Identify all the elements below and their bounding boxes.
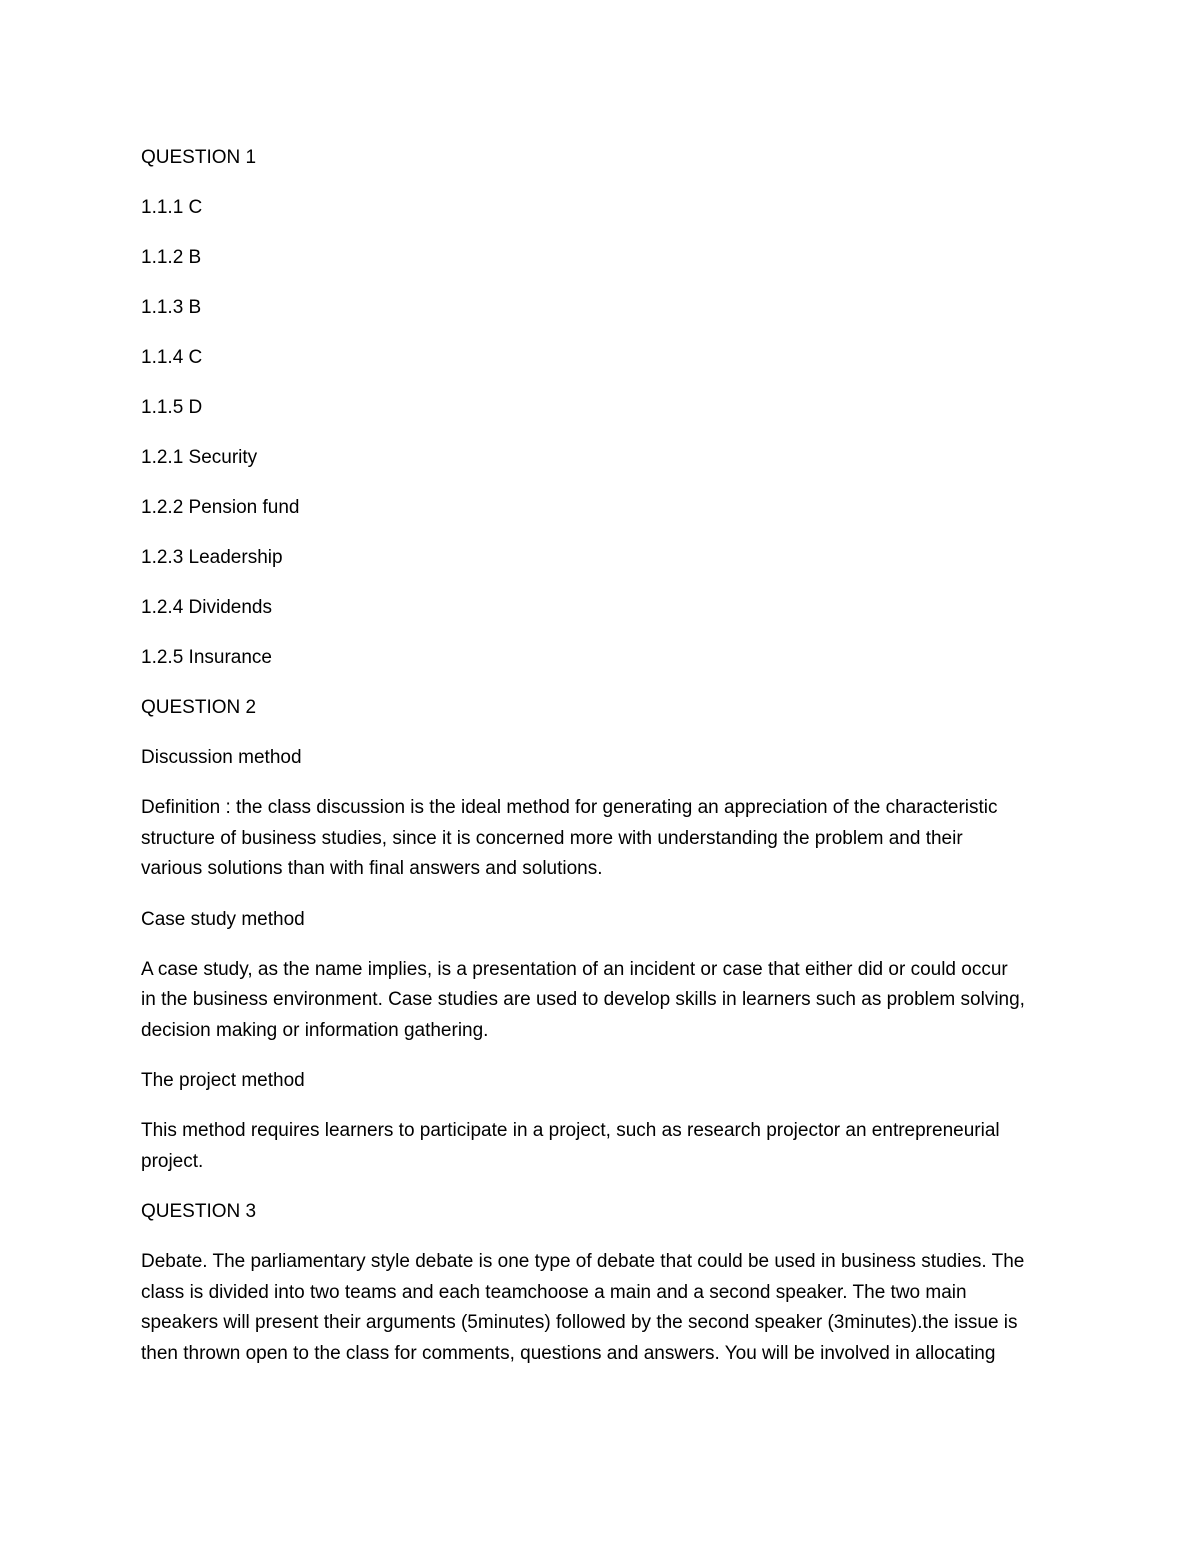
- question-2-heading: QUESTION 2: [141, 697, 257, 718]
- case-study-method-paragraph: [141, 955, 1061, 1047]
- answer-1-2-2: 1.2.2 Pension fund: [141, 497, 300, 518]
- answer-1-2-3: 1.2.3 Leadership: [141, 547, 283, 568]
- case-study-method-title: Case study method: [141, 908, 305, 930]
- debate-paragraph: [141, 1247, 1061, 1369]
- answer-1-1-3: 1.1.3 B: [141, 297, 202, 318]
- paragraph-line: in the business environment. Case studies are used to develop skills in learners such as problem solving,: [141, 989, 1025, 1010]
- paragraph-line: This method requires learners to participate in a project, such as research projector an entrepreneurial: [141, 1120, 1000, 1141]
- answer-1-1-1: 1.1.1 C: [141, 197, 203, 218]
- answer-1-2-5: 1.2.5 Insurance: [141, 647, 272, 668]
- answer-1-1-4: 1.1.4 C: [141, 347, 203, 368]
- answer-1-2-4: 1.2.4 Dividends: [141, 597, 272, 618]
- paragraph-line: Definition : the class discussion is the ideal method for generating an appreciation of the characteristic: [141, 797, 998, 818]
- paragraph-line: project.: [141, 1150, 204, 1172]
- paragraph-line: speakers will present their arguments (5minutes) followed by the second speaker (3minutes).the issue is: [141, 1312, 1018, 1333]
- answer-1-1-5: 1.1.5 D: [141, 397, 203, 418]
- paragraph-line: Debate. The parliamentary style debate is one type of debate that could be used in business studies. The: [141, 1251, 1025, 1272]
- paragraph-line: A case study, as the name implies, is a presentation of an incident or case that either did or could occur: [141, 958, 1008, 980]
- paragraph-line: then thrown open to the class for comments, questions and answers. You will be involved in allocating: [141, 1342, 996, 1364]
- project-method-paragraph: [141, 1116, 1061, 1177]
- question-1-heading: QUESTION 1: [141, 147, 257, 168]
- discussion-method-title: Discussion method: [141, 747, 302, 768]
- answer-1-2-1: 1.2.1 Security: [141, 447, 258, 468]
- paragraph-line: class is divided into two teams and each teamchoose a main and a second speaker. The two main: [141, 1281, 967, 1303]
- project-method-title: The project method: [141, 1070, 305, 1091]
- paragraph-line: decision making or information gathering.: [141, 1019, 489, 1041]
- paragraph-line: structure of business studies, since it is concerned more with understanding the problem and their: [141, 827, 963, 849]
- discussion-method-paragraph: [141, 793, 1061, 885]
- paragraph-line: various solutions than with final answers and solutions.: [141, 858, 603, 879]
- question-3-heading: QUESTION 3: [141, 1201, 257, 1222]
- document-body: [141, 143, 1061, 1389]
- answer-1-1-2: 1.1.2 B: [141, 247, 202, 268]
